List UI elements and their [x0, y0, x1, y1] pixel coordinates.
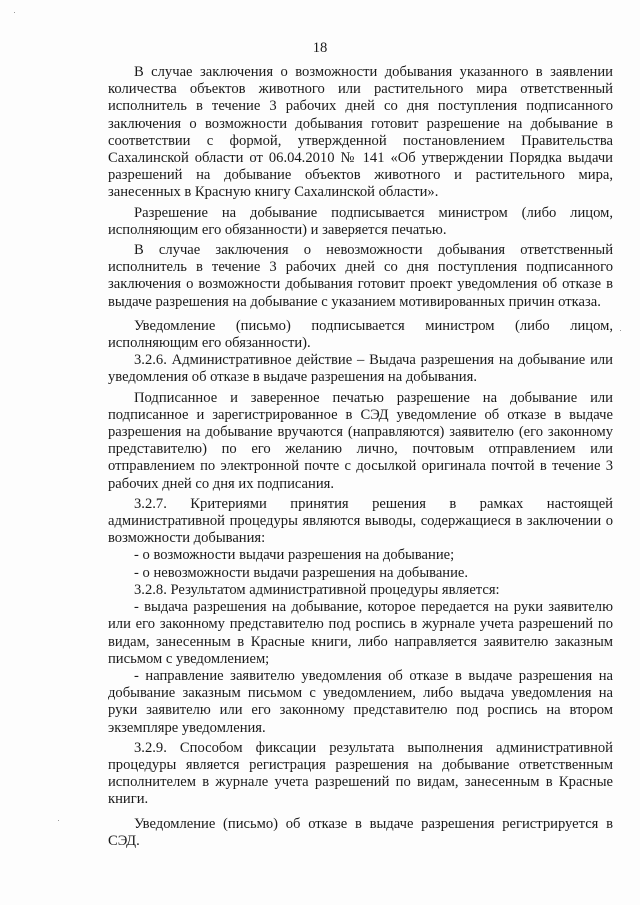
paragraph-refusal-preparation: В случае заключения о невозможности добывания ответственный исполнитель в течение 3 рабочих дней со дня поступления подписанного заключения о возможности добывания готовит проект уведомления об отказе в выдаче разрешения на добывание с указанием мотивированных причин отказа. — [108, 242, 613, 310]
paragraph-section-3-2-9: 3.2.9. Способом фиксации результата выполнения административной процедуры является регистрация разрешения на добывание ответственным исполнителем в журнале учета разрешений по видам, занесенным в Красные книги. — [108, 739, 613, 808]
list-item-refusal-notice: - направление заявителю уведомления об отказе в выдаче разрешения на добывание заказным письмом с уведомлением, либо выдача уведомления на руки заявителю или его законному представителю под роспись на втором экземпляре уведомления. — [108, 667, 613, 736]
paragraph-section-3-2-7: 3.2.7. Критериями принятия решения в рамках настоящей административной процедуры являются выводы, содержащиеся в заключении о возможности добывания: — [108, 495, 613, 547]
scan-speck — [620, 330, 621, 331]
scan-speck — [14, 12, 15, 13]
paragraph-refusal-registration: Уведомление (письмо) об отказе в выдаче разрешения регистрируется в СЭД. — [108, 815, 613, 849]
paragraph-section-3-2-6: 3.2.6. Административное действие – Выдача разрешения на добывание или уведомления об отказе в выдаче разрешения на добывания. — [108, 352, 613, 386]
list-item-impossibility: - о невозможности выдачи разрешения на добывание. — [134, 564, 469, 581]
list-item-permit-issue: - выдача разрешения на добывание, которое передается на руки заявителю или его законному представителю под роспись в журнале учета разрешений по видам, занесенным в Красные книги, либо направляется заявителю заказным письмом с уведомлением; — [108, 599, 613, 667]
paragraph-permit-preparation: В случае заключения о возможности добывания указанного в заявлении количества объектов животного или растительного мира ответственный исполнитель в течение 3 рабочих дней со дня поступления подписанного заключения о возможности добывания готовит разрешение на добывание в соответствии с формой, утвержденной постановлением Правительства Сахалинской области от 06.04.2010 № 141 «Об утверждении Порядка выдачи разрешений на добывание объектов животного и растительного мира, занесенных в Красную книгу Сахалинской области». — [108, 64, 613, 201]
paragraph-notice-signing: Уведомление (письмо) подписывается министром (либо лицом, исполняющим его обязанности). — [108, 317, 613, 352]
paragraph-permit-signing: Разрешение на добывание подписывается министром (либо лицом, исполняющим его обязанности) и заверяется печатью. — [108, 204, 613, 238]
page-number: 18 — [312, 40, 328, 56]
scan-speck — [58, 820, 59, 821]
document-body — [108, 64, 613, 850]
paragraph-section-3-2-8: 3.2.8. Результатом административной процедуры является: — [134, 581, 500, 598]
paragraph-delivery: Подписанное и заверенное печатью разрешение на добывание или подписанное и зарегистрированное в СЭД уведомление об отказе в выдаче разрешения на добывание вручаются (направляются) заявителю (его законному представителю) по его желанию лично, почтовым отправлением или отправлением по электронной почте с досылкой оригинала почтой в течение 3 рабочих дней со дня их подписания. — [108, 389, 613, 492]
list-item-possibility: - о возможности выдачи разрешения на добывание; — [134, 547, 455, 564]
